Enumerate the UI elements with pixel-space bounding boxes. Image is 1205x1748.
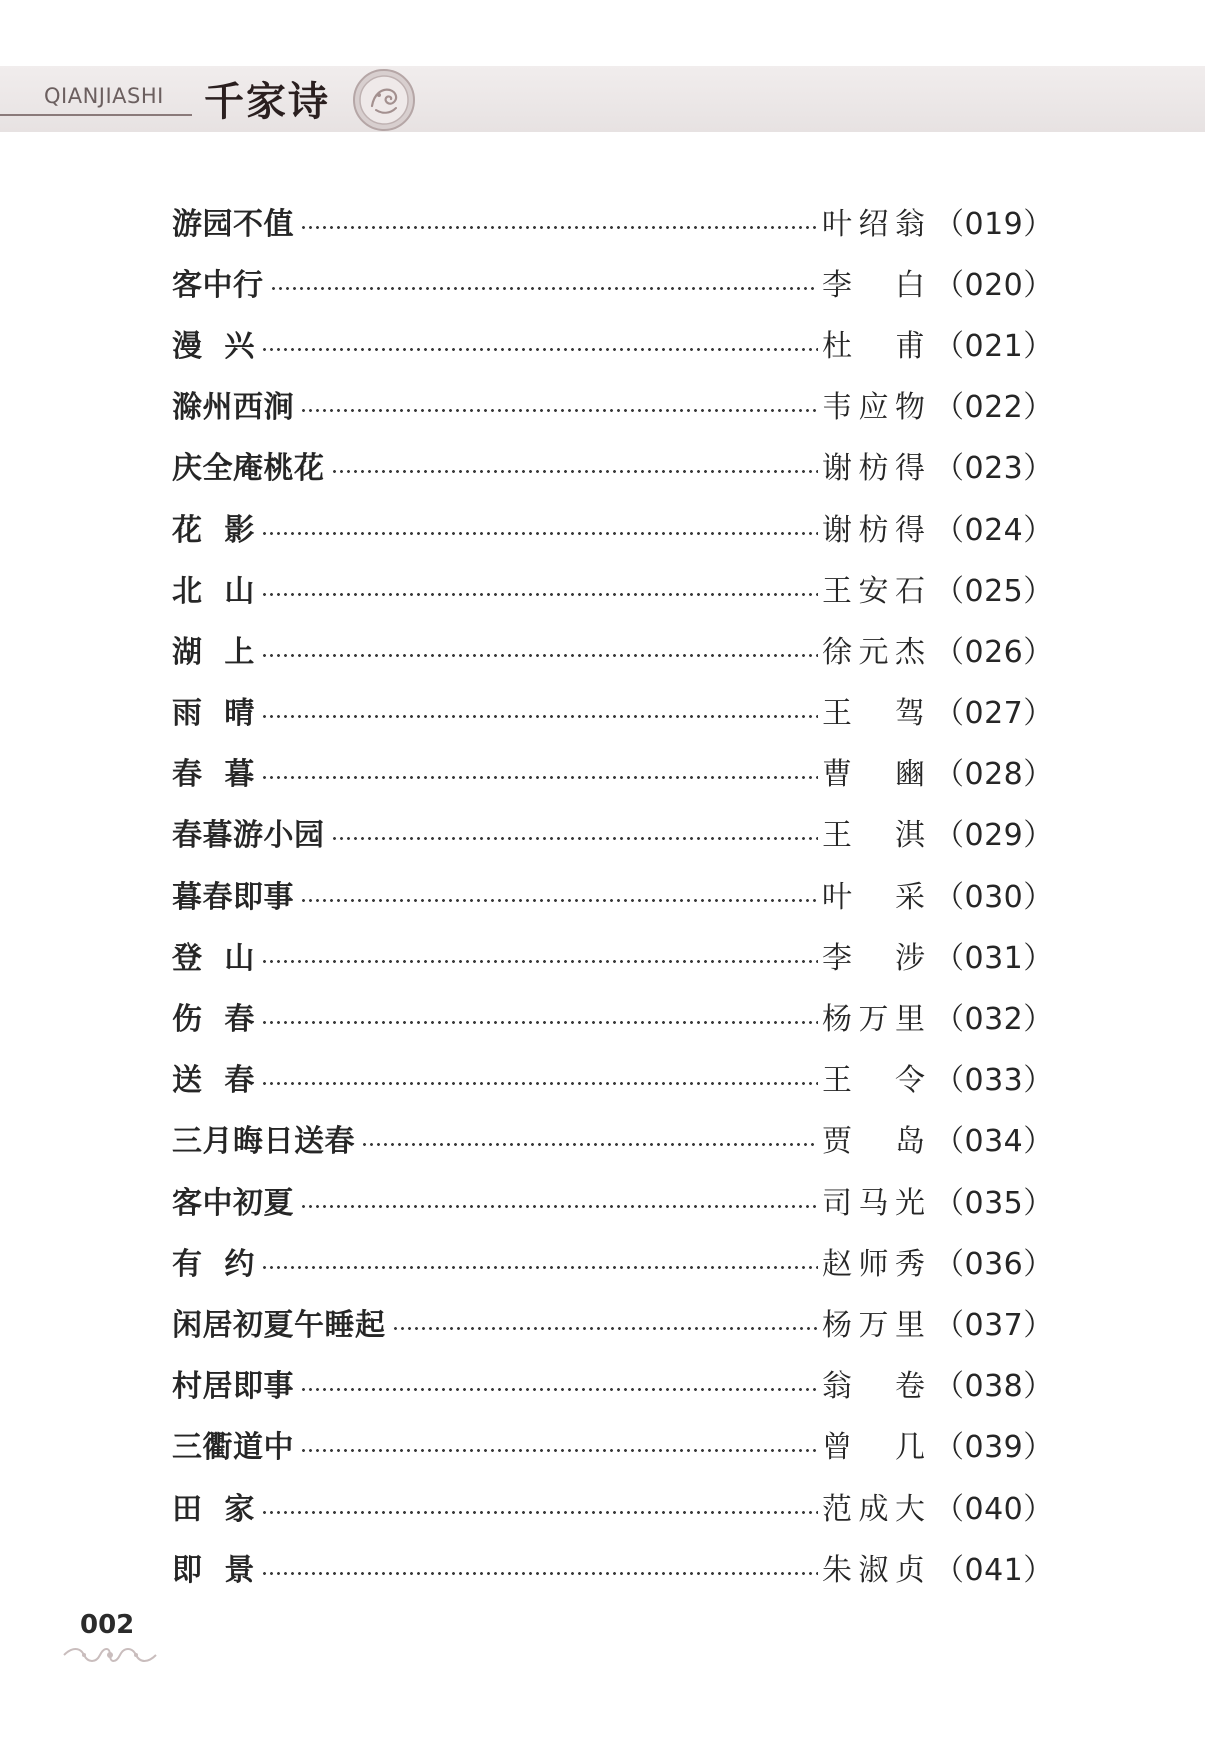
toc-entry xyxy=(172,863,1054,924)
toc-entry xyxy=(172,1475,1054,1536)
toc-entry-page: （025） xyxy=(934,573,1054,609)
toc-entry-author: 赵师秀 xyxy=(822,1246,926,1282)
toc-entry-page: （031） xyxy=(934,940,1054,976)
toc-entry-title: 客中初夏 xyxy=(172,1185,294,1221)
toc-entry-title: 湖 上 xyxy=(172,634,255,670)
toc-entry xyxy=(172,190,1054,251)
toc-entry xyxy=(172,251,1054,312)
toc-dot-leader xyxy=(261,512,818,542)
toc-entry-author: 叶绍翁 xyxy=(822,206,926,242)
toc-entry-page: （026） xyxy=(934,634,1054,670)
toc-entry xyxy=(172,1108,1054,1169)
toc-dot-leader xyxy=(300,1429,818,1459)
toc-entry-author: 杨万里 xyxy=(822,1002,926,1038)
toc-entry xyxy=(172,924,1054,985)
toc-entry-author: 司马光 xyxy=(822,1185,926,1221)
toc-entry-title: 滁州西涧 xyxy=(172,390,294,426)
toc-dot-leader xyxy=(300,206,818,236)
toc-entry-title: 田 家 xyxy=(172,1491,255,1527)
page-number: 002 xyxy=(80,1610,135,1640)
toc-dot-leader xyxy=(261,756,818,786)
toc-entry-title: 花 影 xyxy=(172,512,255,548)
toc-entry xyxy=(172,741,1054,802)
toc-entry-author: 王 淇 xyxy=(822,818,926,854)
toc-entry xyxy=(172,1047,1054,1108)
toc-entry xyxy=(172,985,1054,1046)
toc-entry-page: （029） xyxy=(934,818,1054,854)
toc-entry-author: 韦应物 xyxy=(822,390,926,426)
toc-dot-leader xyxy=(300,1368,818,1398)
toc-entry-author: 朱淑贞 xyxy=(822,1552,926,1588)
toc-dot-leader xyxy=(331,450,819,480)
toc-entry-title: 三月晦日送春 xyxy=(172,1124,355,1160)
toc-entry-author: 王 驾 xyxy=(822,696,926,732)
toc-dot-leader xyxy=(261,1001,818,1031)
toc-entry xyxy=(172,1291,1054,1352)
toc-entry-author: 杨万里 xyxy=(822,1307,926,1343)
toc-entry xyxy=(172,312,1054,373)
toc-dot-leader xyxy=(261,1552,818,1582)
toc-entry-title: 伤 春 xyxy=(172,1002,255,1038)
toc-entry-page: （028） xyxy=(934,757,1054,793)
toc-entry-page: （038） xyxy=(934,1369,1054,1405)
toc-entry xyxy=(172,802,1054,863)
toc-entry xyxy=(172,1169,1054,1230)
toc-dot-leader xyxy=(261,1246,818,1276)
toc-entry xyxy=(172,680,1054,741)
toc-entry xyxy=(172,496,1054,557)
toc-entry-title: 闲居初夏午睡起 xyxy=(172,1307,386,1343)
toc-entry-author: 徐元杰 xyxy=(822,634,926,670)
toc-dot-leader xyxy=(392,1307,819,1337)
toc-entry-title: 雨 晴 xyxy=(172,696,255,732)
toc-entry-author: 翁 卷 xyxy=(822,1369,926,1405)
toc-entry-page: （022） xyxy=(934,390,1054,426)
toc-entry-author: 谢枋得 xyxy=(822,451,926,487)
toc-entry-page: （024） xyxy=(934,512,1054,548)
toc-entry-author: 王 令 xyxy=(822,1063,926,1099)
toc-entry-page: （041） xyxy=(934,1552,1054,1588)
toc-entry-author: 杜 甫 xyxy=(822,328,926,364)
toc-entry xyxy=(172,1536,1054,1597)
toc-entry-title: 即 景 xyxy=(172,1552,255,1588)
toc-dot-leader xyxy=(261,1491,818,1521)
toc-dot-leader xyxy=(261,573,818,603)
toc-entry-page: （023） xyxy=(934,451,1054,487)
toc-dot-leader xyxy=(300,389,818,419)
medallion-icon xyxy=(352,68,416,132)
toc-entry-page: （021） xyxy=(934,328,1054,364)
toc-entry-author: 叶 采 xyxy=(822,879,926,915)
toc-dot-leader xyxy=(261,1062,818,1092)
toc-entry xyxy=(172,1353,1054,1414)
toc-entry-page: （037） xyxy=(934,1307,1054,1343)
scroll-ornament-icon xyxy=(60,1644,160,1666)
toc-entry-title: 村居即事 xyxy=(172,1369,294,1405)
toc-entry-title: 北 山 xyxy=(172,573,255,609)
toc-entry-title: 送 春 xyxy=(172,1063,255,1099)
header-band xyxy=(0,66,1205,132)
toc-dot-leader xyxy=(331,817,819,847)
toc-entry-title: 漫 兴 xyxy=(172,328,255,364)
toc-entry-author: 曹 豳 xyxy=(822,757,926,793)
toc-entry xyxy=(172,1230,1054,1291)
toc-entry-page: （035） xyxy=(934,1185,1054,1221)
toc-dot-leader xyxy=(361,1123,818,1153)
toc-entry-page: （034） xyxy=(934,1124,1054,1160)
toc-entry xyxy=(172,374,1054,435)
header-latin-title: QIANJIASHI xyxy=(44,84,164,108)
toc-dot-leader xyxy=(300,879,818,909)
toc-entry-page: （039） xyxy=(934,1430,1054,1466)
toc-dot-leader xyxy=(270,267,819,297)
toc-entry-title: 春 暮 xyxy=(172,757,255,793)
toc-entry xyxy=(172,435,1054,496)
toc-dot-leader xyxy=(300,1185,818,1215)
toc-entry xyxy=(172,1414,1054,1475)
toc-entry-page: （019） xyxy=(934,206,1054,242)
toc-entry-title: 客中行 xyxy=(172,267,264,303)
toc-entry-title: 春暮游小园 xyxy=(172,818,325,854)
toc-entry-author: 王安石 xyxy=(822,573,926,609)
toc-entry-author: 谢枋得 xyxy=(822,512,926,548)
toc-entry-page: （020） xyxy=(934,267,1054,303)
toc-entry-title: 暮春即事 xyxy=(172,879,294,915)
toc-dot-leader xyxy=(261,695,818,725)
toc-entry-page: （032） xyxy=(934,1002,1054,1038)
toc-entry-page: （036） xyxy=(934,1246,1054,1282)
toc-entry-page: （033） xyxy=(934,1063,1054,1099)
toc-entry-page: （027） xyxy=(934,696,1054,732)
toc-dot-leader xyxy=(261,940,818,970)
toc-entry-author: 李 白 xyxy=(822,267,926,303)
toc-entry-author: 范成大 xyxy=(822,1491,926,1527)
toc-entry xyxy=(172,557,1054,618)
toc-entry-author: 曾 几 xyxy=(822,1430,926,1466)
toc-entry xyxy=(172,618,1054,679)
toc-entry-page: （030） xyxy=(934,879,1054,915)
table-of-contents xyxy=(172,190,1054,1597)
toc-entry-title: 有 约 xyxy=(172,1246,255,1282)
toc-entry-title: 庆全庵桃花 xyxy=(172,451,325,487)
toc-entry-title: 登 山 xyxy=(172,940,255,976)
toc-entry-title: 游园不值 xyxy=(172,206,294,242)
toc-entry-page: （040） xyxy=(934,1491,1054,1527)
toc-entry-author: 贾 岛 xyxy=(822,1124,926,1160)
toc-entry-author: 李 涉 xyxy=(822,940,926,976)
header-rule xyxy=(0,114,192,116)
header-cn-title: 千家诗 xyxy=(204,78,330,125)
toc-dot-leader xyxy=(261,634,818,664)
toc-dot-leader xyxy=(261,328,818,358)
toc-entry-title: 三衢道中 xyxy=(172,1430,294,1466)
